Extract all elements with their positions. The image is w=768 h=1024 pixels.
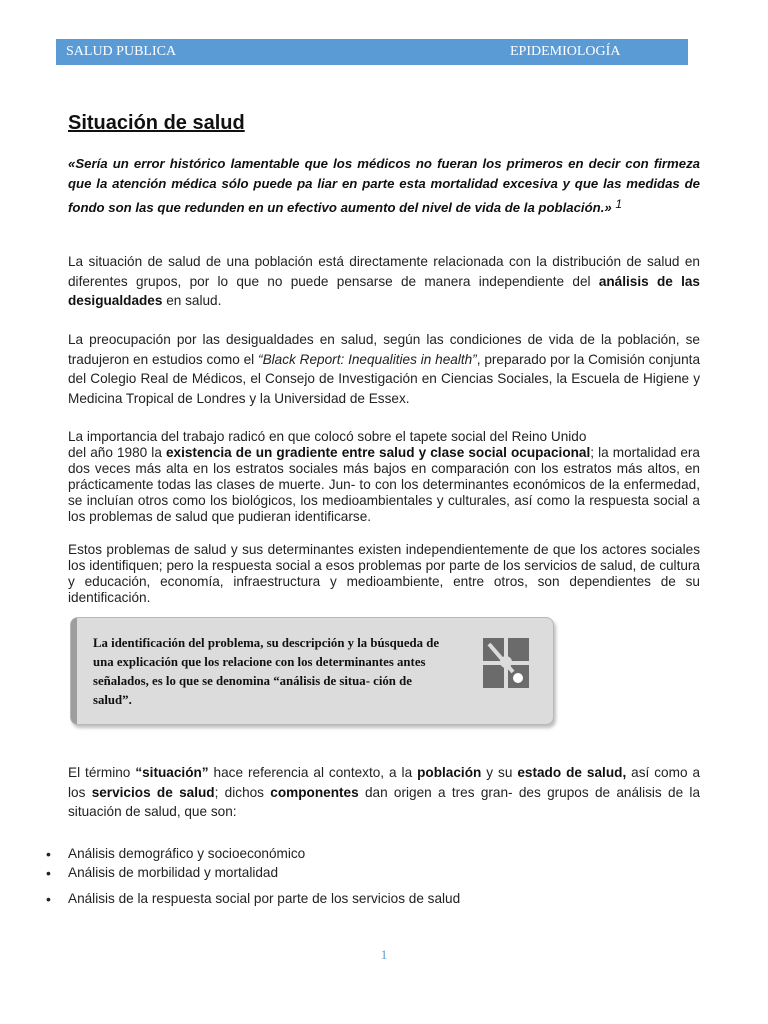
p5-b5: componentes xyxy=(270,784,359,800)
p5-t4: así como a los xyxy=(68,765,701,800)
p5-b2: población xyxy=(417,765,482,780)
analysis-list xyxy=(40,846,700,906)
p5-t1: El término xyxy=(68,765,136,780)
paragraph-3-bold: existencia de un gradiente entre salud y clase social ocupacional xyxy=(165,445,591,460)
p5-t3: y su xyxy=(481,765,518,780)
paragraph-3-text: del año 1980 la xyxy=(68,445,166,460)
opening-quote xyxy=(68,154,700,218)
black-report-title: “Black Report: Inequalities in health” xyxy=(258,351,477,367)
quote-text: «Sería un error histórico lamentable que los médicos no fueran los primeros en decir con firmeza que la atención médica sólo puede pa liar en parte esta mortalidad excesiva y que las medidas de fondo son las que redunden en un efectivo aumento del nivel de vida de la población.» xyxy=(68,156,700,215)
paragraph-4: Estos problemas de salud y sus determinantes existen independientemente de que los actores sociales los identifiquen; pero la respuesta social a esos problemas por parte de los servicios de salud, de cultura y educación, economía, infraestructura y medioambiente, entre otros, son dependientes de su identificación. xyxy=(68,542,700,605)
callout-accent xyxy=(71,618,77,724)
paragraph-2-text: La preocupación por las desigualdades en salud, según las condiciones de vida de la población, se tradujeron en estudios como el xyxy=(68,332,700,367)
paragraph-3-end: ; la mortalidad era dos veces más alta en los estratos sociales más bajos en comparación con los estratos más altos, en prácticamente todas las clases de muerte. Jun- to con los determinantes económicos de la enfermedad, se incluían otros como los biológicos, los medioambientales y culturales, así como la respuesta social a los problemas de salud que pudieran identificarse. xyxy=(68,445,700,524)
paragraph-1-end: en salud. xyxy=(162,293,222,308)
paragraph-3-first-line: La importancia del trabajo radicó en que colocó sobre el tapete social del Reino Unido xyxy=(68,429,587,444)
list-item: • Análisis de la respuesta social por parte de los servicios de salud xyxy=(40,891,700,906)
header-topic: EPIDEMIOLOGÍA xyxy=(510,44,621,59)
p5-t6: dan origen a tres gran- des grupos de análisis de la situación de salud, que son: xyxy=(68,784,701,819)
footnote-marker: 1 xyxy=(615,197,623,211)
p5-t2: hace referencia al contexto, a la xyxy=(208,765,418,780)
page-title: Situación de salud xyxy=(68,112,245,134)
page-header xyxy=(56,39,688,65)
paragraph-5 xyxy=(68,763,700,822)
p5-t5: ; dichos xyxy=(214,784,271,800)
paragraph-3 xyxy=(68,429,700,525)
list-item: • Análisis demográfico y socioeconómico xyxy=(40,846,700,861)
puzzle-icon xyxy=(483,638,531,690)
p5-b1: “situación” xyxy=(135,765,209,780)
definition-callout xyxy=(70,617,554,725)
p5-b3: estado de salud, xyxy=(517,765,627,780)
paragraph-1-bold: análisis de las desigualdades xyxy=(68,273,700,308)
p5-b4: servicios de salud xyxy=(91,784,215,800)
callout-text: La identificación del problema, su descripción y la búsqueda de una explicación que los relacione con los determinantes antes señalados, es lo que se denomina “análisis de situa- ción de salud”. xyxy=(93,636,440,707)
page-number: 1 xyxy=(380,947,388,962)
paragraph-1 xyxy=(68,252,700,311)
paragraph-2 xyxy=(68,330,700,408)
header-subject: SALUD PUBLICA xyxy=(66,44,177,59)
paragraph-2-end: , preparado por la Comisión conjunta del Colegio Real de Médicos, el Consejo de Investigación en Ciencias Sociales, la Escuela de Higiene y Medicina Tropical de Londres y la Universidad de Essex. xyxy=(68,351,701,406)
paragraph-1-text: La situación de salud de una población está directamente relacionada con la distribución de salud en diferentes grupos, por lo que no puede pensarse de manera independiente del xyxy=(68,254,700,289)
list-item: • Análisis de morbilidad y mortalidad xyxy=(40,865,700,880)
